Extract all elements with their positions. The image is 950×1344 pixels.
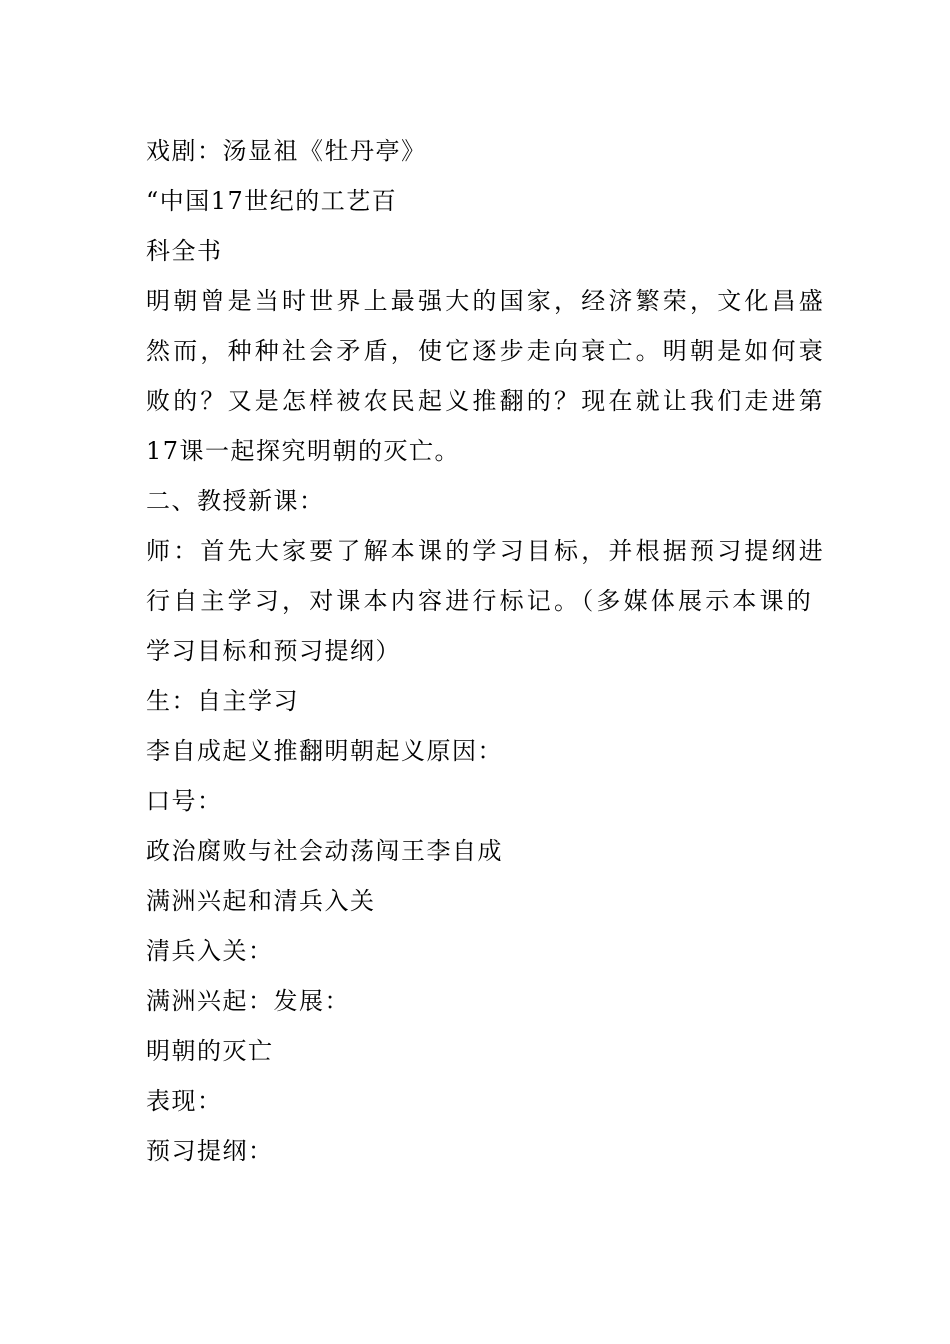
outline-item-preview-outline: 预习提纲： [146, 1137, 274, 1165]
outline-item-politics: 政治腐败与社会动荡闯王李自成 [146, 837, 503, 865]
text-line-intro-4: 17课一起探究明朝的灭亡。 [146, 437, 461, 465]
text-line-drama: 戏剧：汤显祖《牡丹亭》 [146, 137, 427, 165]
text-line-encyclopedia-start: “中国17世纪的工艺百 [146, 187, 398, 215]
text-line-intro-2: 然而，种种社会矛盾，使它逐步走向衰亡。明朝是如何衰 [146, 337, 826, 365]
outline-item-manifestation: 表现： [146, 1087, 223, 1115]
text-line-teacher-1: 师：首先大家要了解本课的学习目标，并根据预习提纲进 [146, 537, 826, 565]
outline-item-slogan: 口号： [146, 787, 223, 815]
section-heading-new-lesson: 二、教授新课： [146, 487, 325, 515]
text-line-intro-1: 明朝曾是当时世界上最强大的国家，经济繁荣，文化昌盛 [146, 287, 826, 315]
outline-item-uprising-cause: 李自成起义推翻明朝起义原因： [146, 737, 503, 765]
document-body [146, 126, 826, 1176]
text-line-teacher-3: 学习目标和预习提纲） [146, 637, 401, 665]
text-line-encyclopedia-end: 科全书 [146, 237, 223, 265]
text-line-teacher-2: 行自主学习，对课本内容进行标记。（多媒体展示本课的 [146, 587, 814, 615]
outline-item-manchu-rise: 满洲兴起和清兵入关 [146, 887, 376, 915]
outline-item-manchu-development: 满洲兴起：发展： [146, 987, 350, 1015]
text-line-intro-3: 败的？又是怎样被农民起义推翻的？现在就让我们走进第 [146, 387, 826, 415]
outline-item-ming-fall: 明朝的灭亡 [146, 1037, 274, 1065]
outline-item-qing-entry: 清兵入关： [146, 937, 274, 965]
text-line-student: 生：自主学习 [146, 687, 299, 715]
